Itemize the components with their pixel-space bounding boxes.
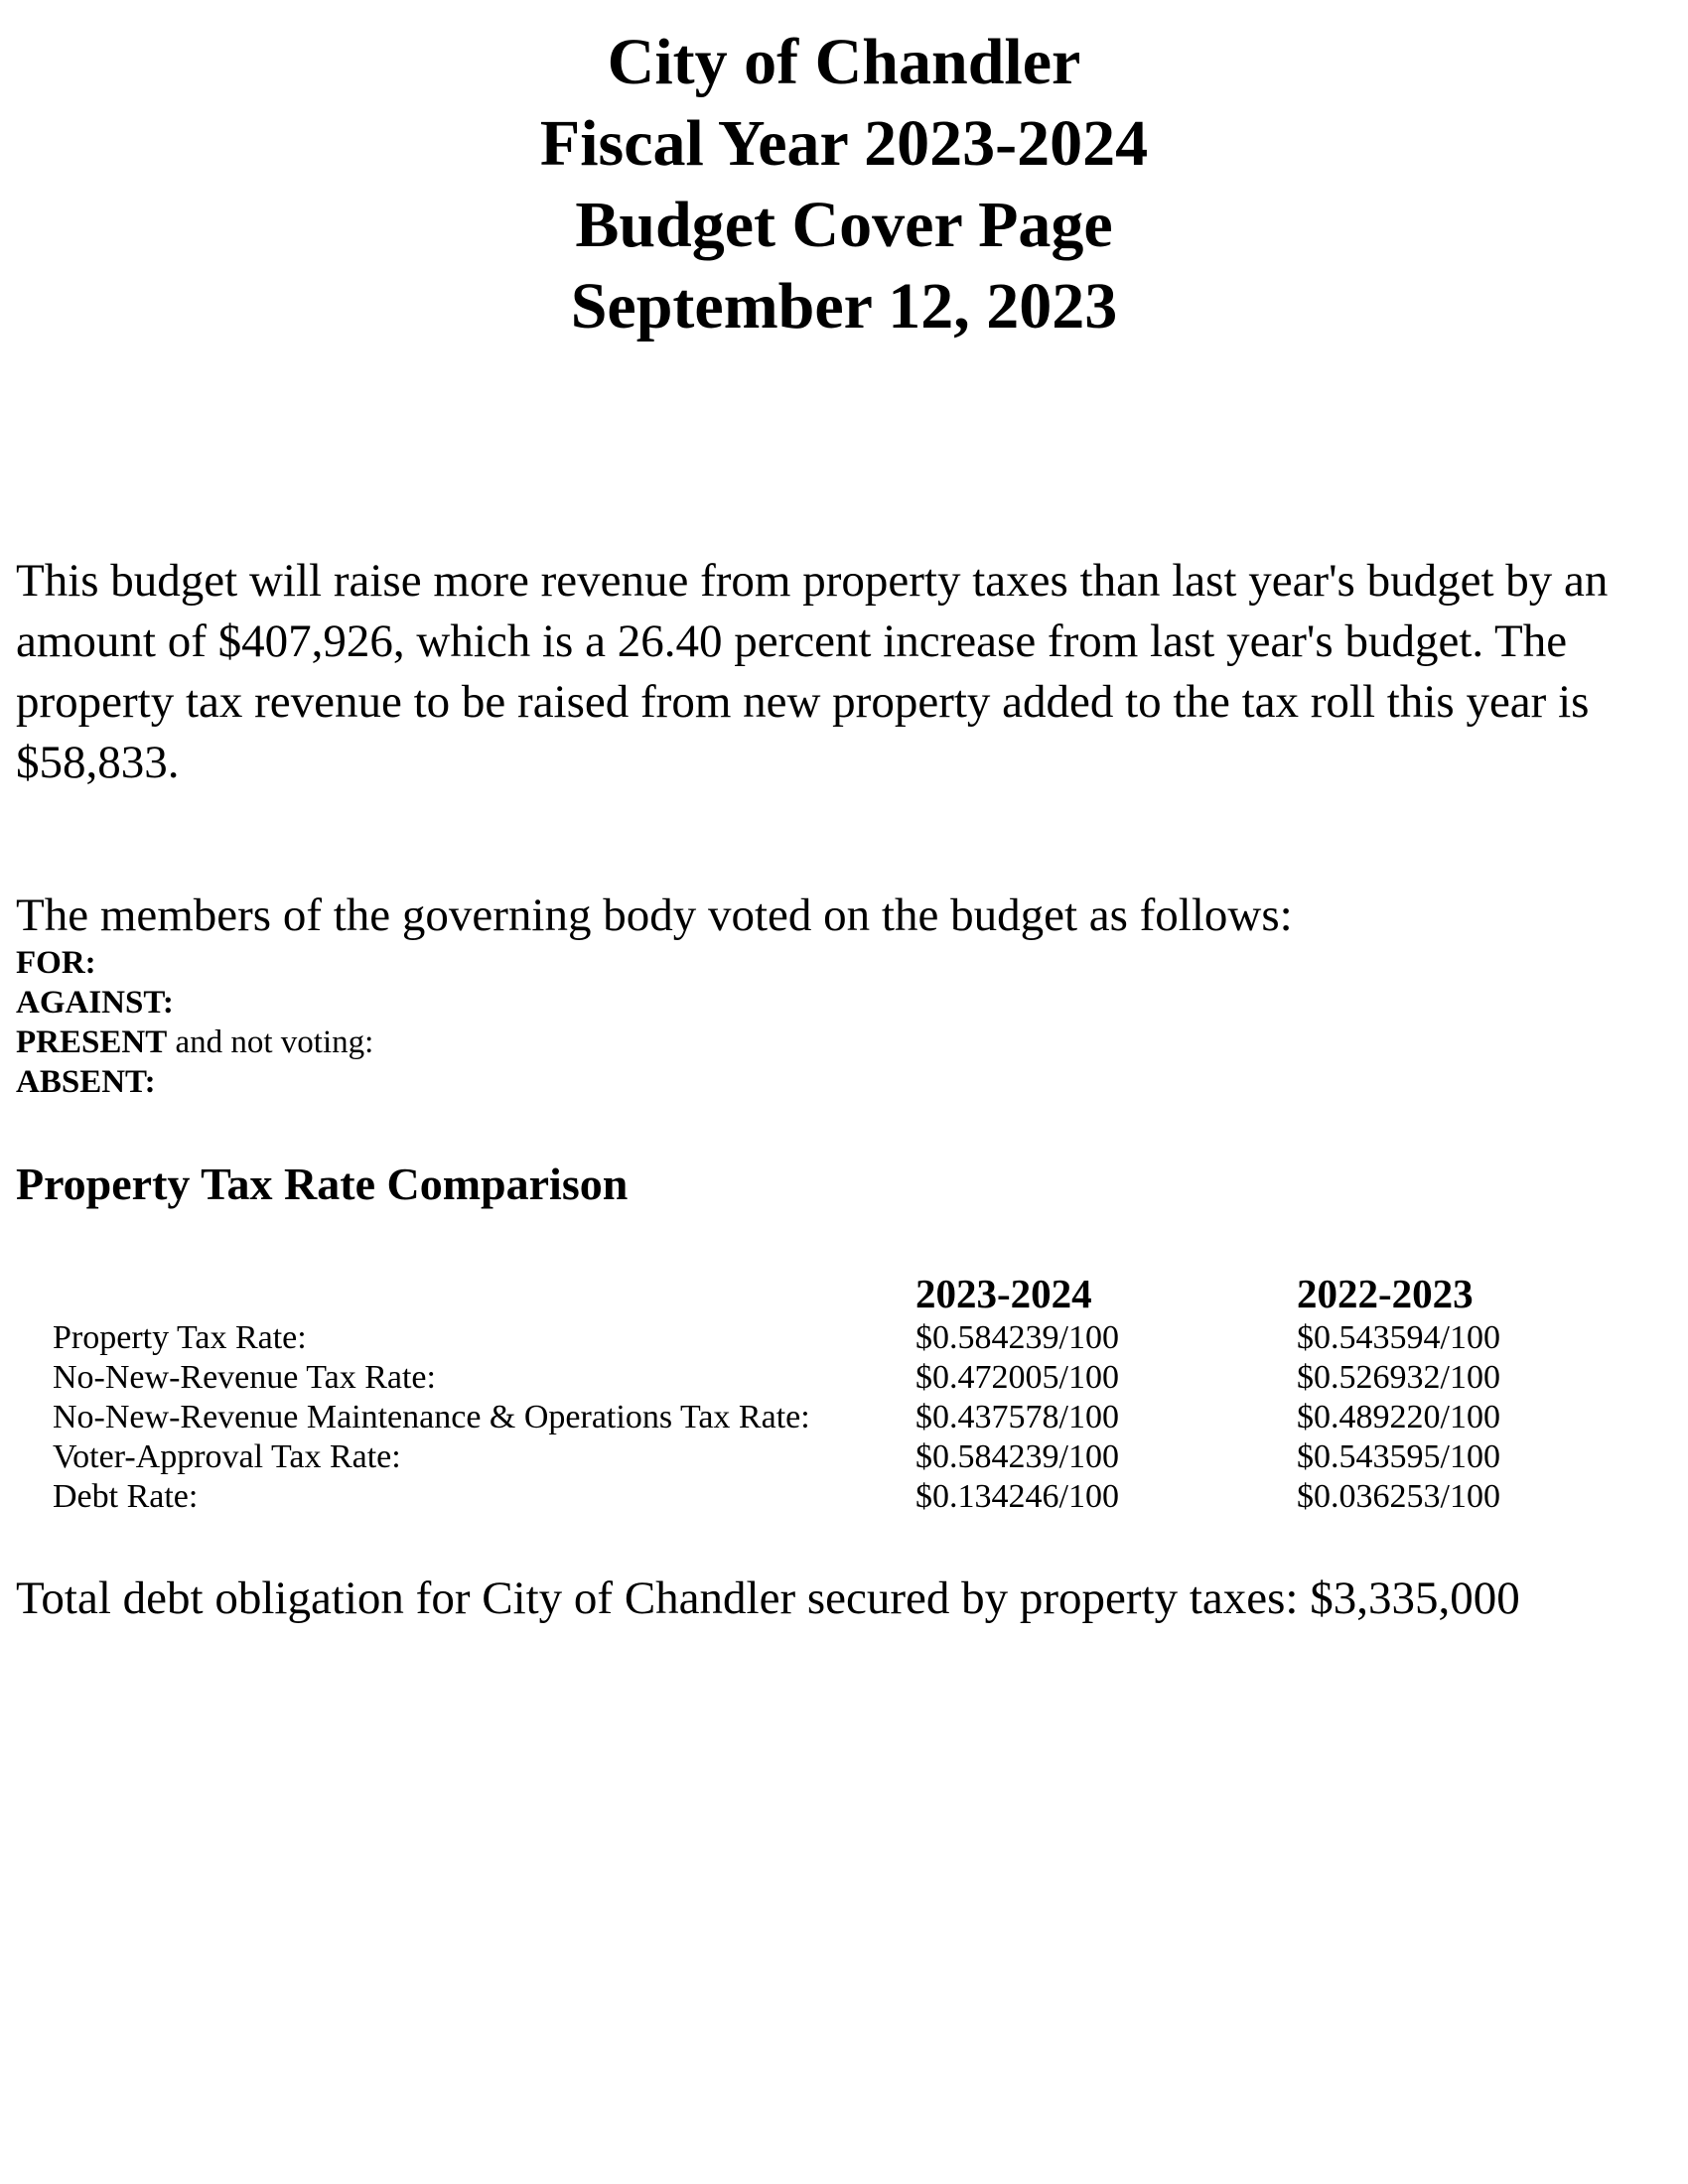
fiscal-year-title: Fiscal Year 2023-2024 <box>539 107 1149 180</box>
vote-for-label: FOR: <box>16 945 96 981</box>
vote-for-line <box>16 943 373 983</box>
document-title-block <box>0 22 1688 347</box>
revenue-increase-statement: This budget will raise more revenue from property taxes than last year's budget by an amount of $407,926, which is a 26.40 percent increase from last year's budget. The property tax revenue to be raised from new property added to the tax roll this year is $58,833. <box>16 555 1609 788</box>
row-label: No-New-Revenue Maintenance & Operations Tax Rate: <box>53 1399 810 1435</box>
current-year-rate: $0.134246/100 <box>915 1478 1119 1515</box>
prior-year-rate: $0.036253/100 <box>1297 1478 1500 1515</box>
date-title: September 12, 2023 <box>570 270 1118 342</box>
row-label: Debt Rate: <box>53 1478 199 1515</box>
vote-tally-list <box>16 943 373 1102</box>
row-label: Property Tax Rate: <box>53 1319 307 1356</box>
prior-year-rate: $0.543594/100 <box>1297 1319 1500 1356</box>
vote-absent-label: ABSENT: <box>16 1064 156 1100</box>
current-year-rate: $0.584239/100 <box>915 1319 1119 1356</box>
row-label: No-New-Revenue Tax Rate: <box>53 1359 436 1396</box>
vote-intro-text: The members of the governing body voted on the budget as follows: <box>16 889 1293 941</box>
current-year-rate: $0.584239/100 <box>915 1438 1119 1475</box>
rate-comparison-heading: Property Tax Rate Comparison <box>16 1159 629 1209</box>
column-header-prior-year: 2022-2023 <box>1297 1271 1474 1316</box>
prior-year-rate: $0.489220/100 <box>1297 1399 1500 1435</box>
cover-page-title: Budget Cover Page <box>575 189 1113 261</box>
vote-against-label: AGAINST: <box>16 985 174 1021</box>
row-label: Voter-Approval Tax Rate: <box>53 1438 401 1475</box>
column-header-current-year: 2023-2024 <box>915 1271 1092 1316</box>
current-year-rate: $0.437578/100 <box>915 1399 1119 1435</box>
vote-absent-line <box>16 1062 373 1102</box>
current-year-rate: $0.472005/100 <box>915 1359 1119 1396</box>
prior-year-rate: $0.526932/100 <box>1297 1359 1500 1396</box>
vote-present-label: PRESENT <box>16 1024 168 1060</box>
vote-against-line <box>16 983 373 1023</box>
vote-present-line <box>16 1023 373 1062</box>
prior-year-rate: $0.543595/100 <box>1297 1438 1500 1475</box>
total-debt-statement: Total debt obligation for City of Chandler secured by property taxes: $3,335,000 <box>16 1572 1520 1624</box>
city-name-title: City of Chandler <box>607 26 1081 98</box>
vote-present-suffix: and not voting: <box>167 1024 374 1060</box>
